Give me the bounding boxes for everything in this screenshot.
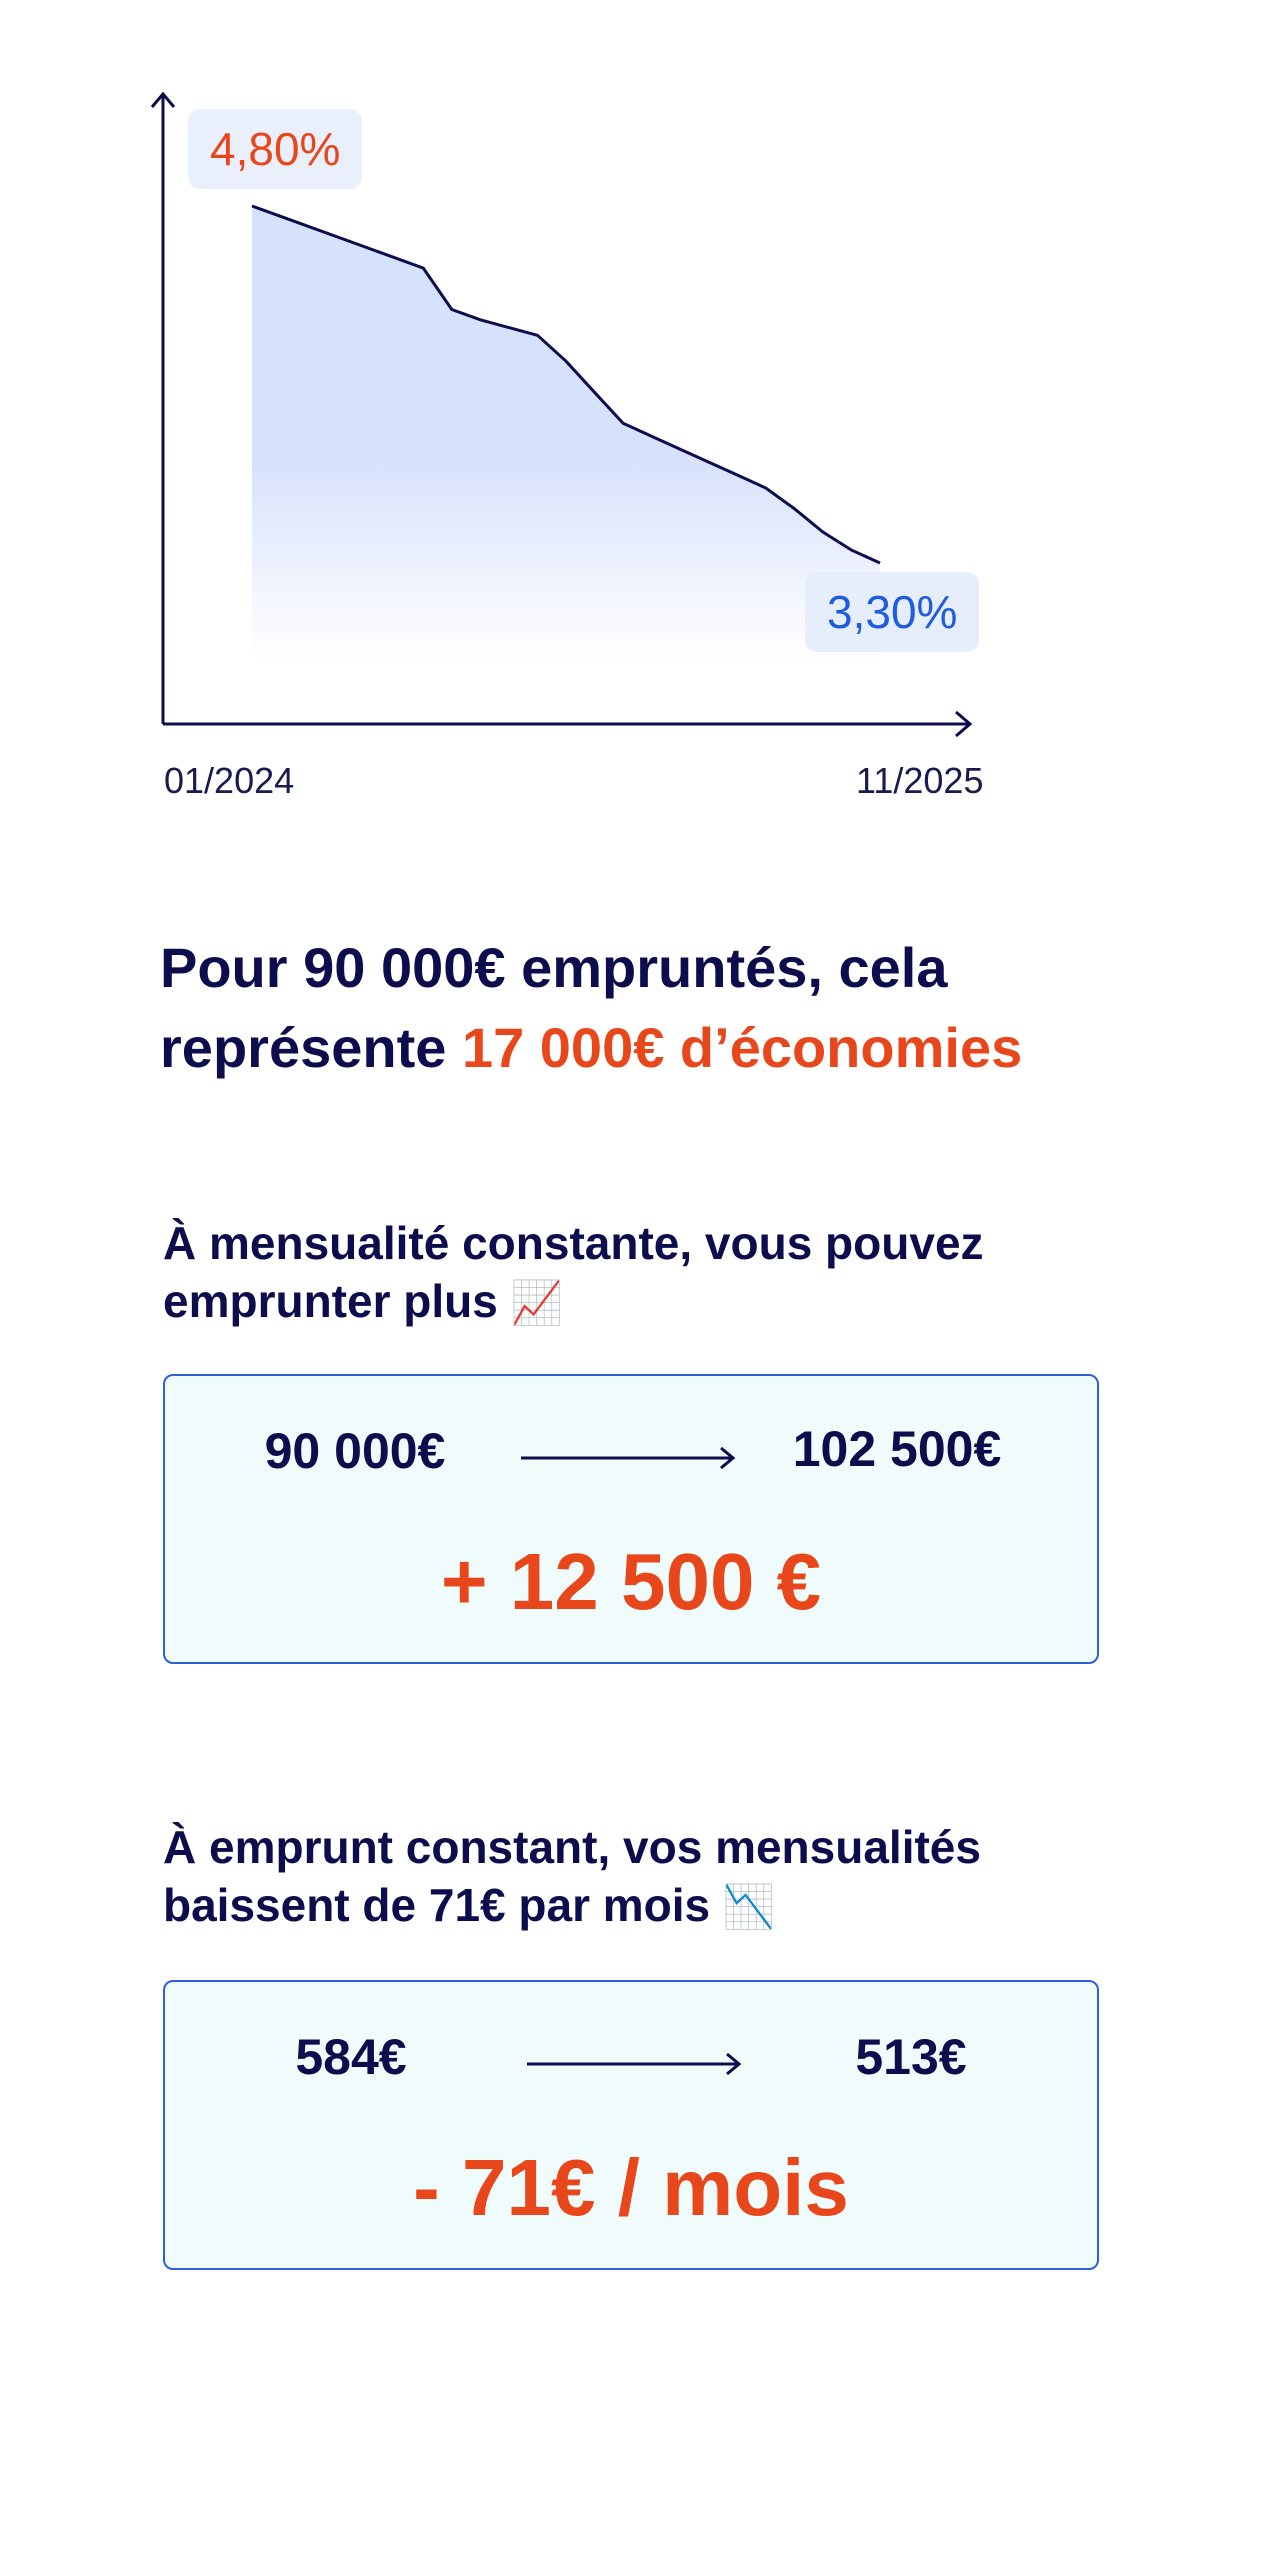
rate-area-fill [252, 206, 880, 660]
start-rate-badge: 4,80% [188, 109, 362, 189]
savings-headline [160, 928, 1200, 1088]
payment-delta-amount: - 71€ / mois [413, 2143, 849, 2232]
headline-text: Pour 90 000€ empruntés, cela représente [160, 936, 948, 1079]
arrow-right-icon [527, 2052, 743, 2076]
chart-decreasing-icon: 📉 [722, 1882, 776, 1931]
arrow-right-icon [521, 1446, 737, 1470]
borrow-more-title-text: À mensualité constante, vous pouvez emprunter plus [163, 1217, 984, 1327]
lower-payment-card [163, 1980, 1099, 2270]
borrow-from-amount: 90 000€ [264, 1423, 446, 1479]
borrow-delta-amount: + 12 500 € [440, 1537, 822, 1626]
payment-to-amount: 513€ [855, 2029, 967, 2085]
lower-payment-title [163, 1818, 1163, 1936]
chart-increasing-icon: 📈 [510, 1278, 563, 1327]
end-rate-badge: 3,30% [805, 572, 979, 652]
lower-payment-title-text: À emprunt constant, vos mensualités baissent de 71€ par mois [163, 1821, 981, 1931]
payment-from-amount: 584€ [295, 2029, 407, 2085]
x-axis-start-label: 01/2024 [164, 760, 295, 801]
x-axis-end-label: 11/2025 [856, 760, 984, 801]
borrow-more-card [163, 1374, 1099, 1664]
headline-savings-amount: 17 000€ d’économies [461, 1016, 1023, 1079]
borrow-more-title [163, 1214, 1163, 1332]
borrow-to-amount: 102 500€ [792, 1421, 1002, 1477]
